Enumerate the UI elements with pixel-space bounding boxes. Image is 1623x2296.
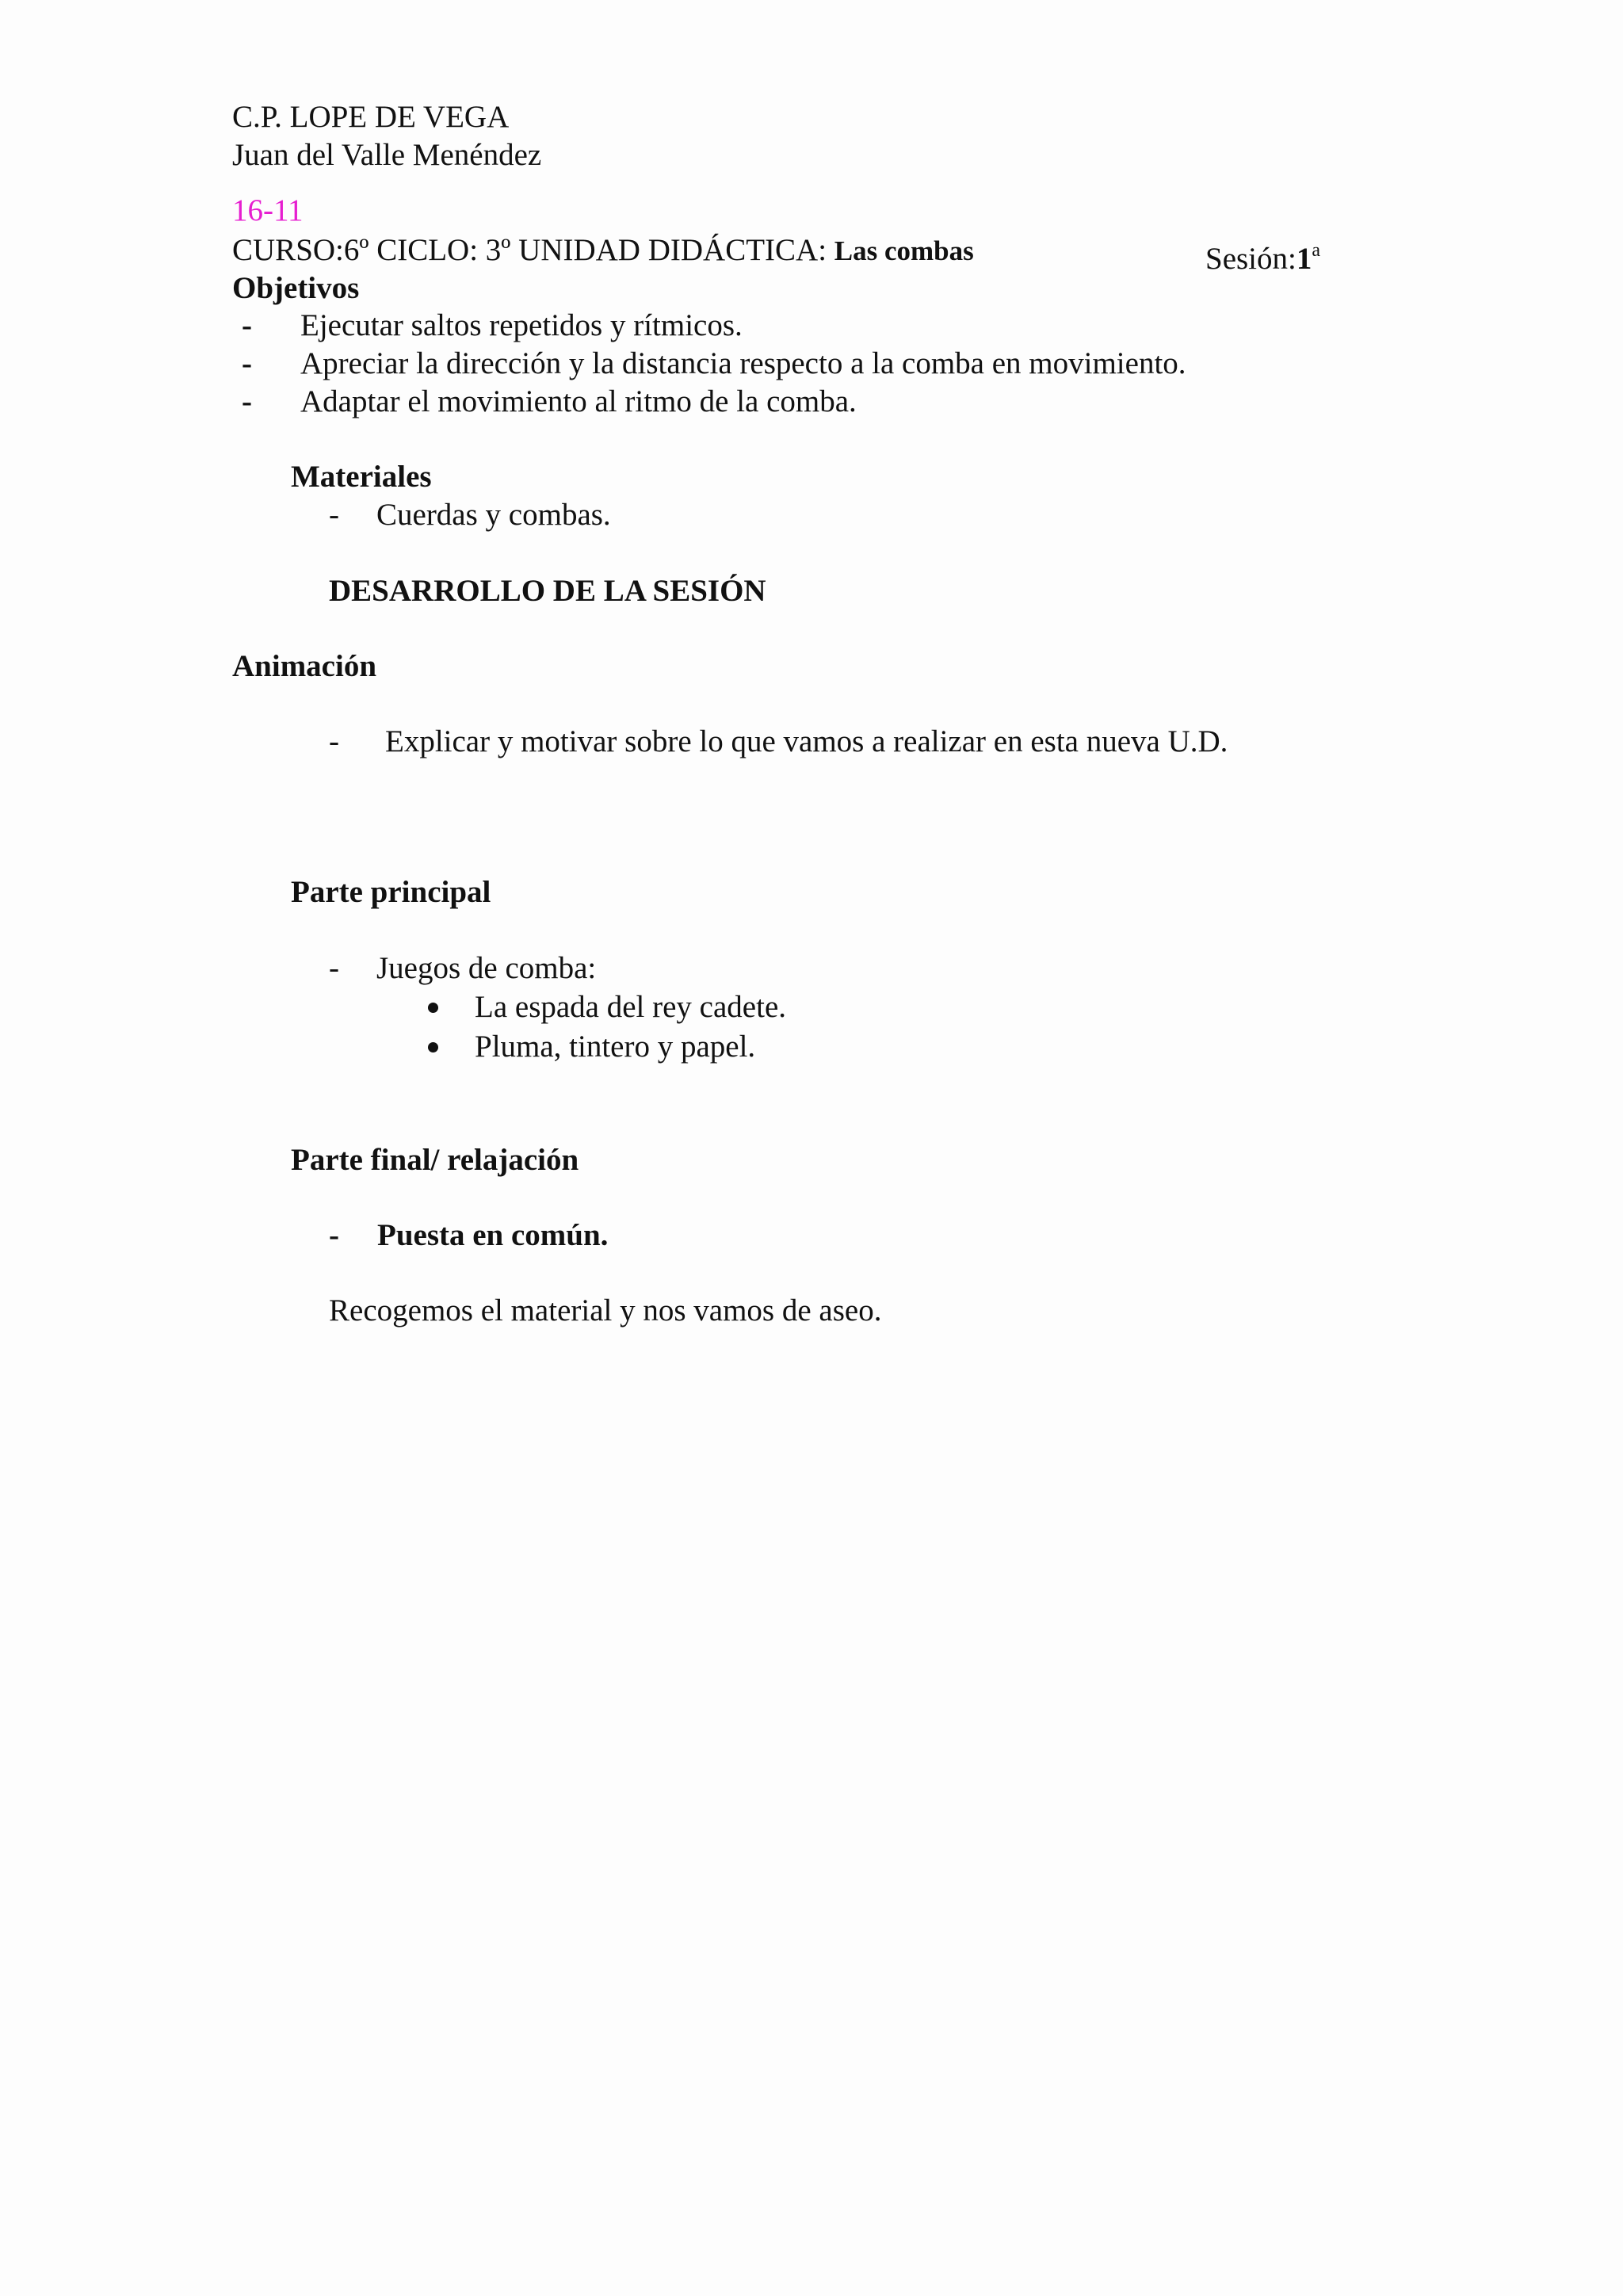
list-dash: - — [329, 1218, 339, 1252]
objectives-heading: Objetivos — [232, 271, 360, 305]
list-dash: - — [329, 951, 339, 985]
game-item: Pluma, tintero y papel. — [475, 1030, 756, 1064]
main-part-heading: Parte principal — [291, 875, 491, 909]
session-indicator — [1205, 231, 1320, 278]
session-label: Sesión: — [1205, 242, 1296, 276]
objective-item: Apreciar la dirección y la distancia respecto a la comba en movimiento. — [300, 346, 1186, 380]
list-dash: - — [329, 498, 339, 532]
session-date: 16-11 — [232, 193, 304, 227]
list-dash: - — [242, 384, 252, 418]
list-dash: - — [329, 724, 339, 758]
bullet-icon — [428, 1003, 438, 1013]
course-line — [232, 231, 974, 270]
warmup-heading: Animación — [232, 649, 377, 683]
list-dash: - — [242, 308, 252, 342]
material-item: Cuerdas y combas. — [376, 498, 611, 532]
bullet-icon — [428, 1042, 438, 1052]
final-part-heading: Parte final/ relajación — [291, 1143, 579, 1177]
game-item: La espada del rey cadete. — [475, 990, 787, 1024]
list-dash: - — [242, 346, 252, 380]
school-name: C.P. LOPE DE VEGA — [232, 100, 510, 134]
development-heading: DESARROLLO DE LA SESIÓN — [329, 574, 766, 608]
main-part-item: Juegos de comba: — [376, 951, 597, 985]
teacher-name: Juan del Valle Menéndez — [232, 138, 542, 172]
closing-text: Recogemos el material y nos vamos de aseo. — [329, 1293, 882, 1328]
final-part-item: Puesta en común. — [377, 1218, 609, 1252]
unit-title: Las combas — [834, 235, 974, 266]
session-number: 1 — [1296, 242, 1312, 276]
course-prefix: CURSO:6º CICLO: 3º UNIDAD DIDÁCTICA: — [232, 233, 834, 267]
objective-item: Adaptar el movimiento al ritmo de la comba. — [300, 384, 857, 418]
materials-heading: Materiales — [291, 460, 432, 494]
session-superscript: a — [1312, 240, 1321, 261]
warmup-item: Explicar y motivar sobre lo que vamos a realizar en esta nueva U.D. — [385, 724, 1228, 758]
objective-item: Ejecutar saltos repetidos y rítmicos. — [300, 308, 743, 342]
